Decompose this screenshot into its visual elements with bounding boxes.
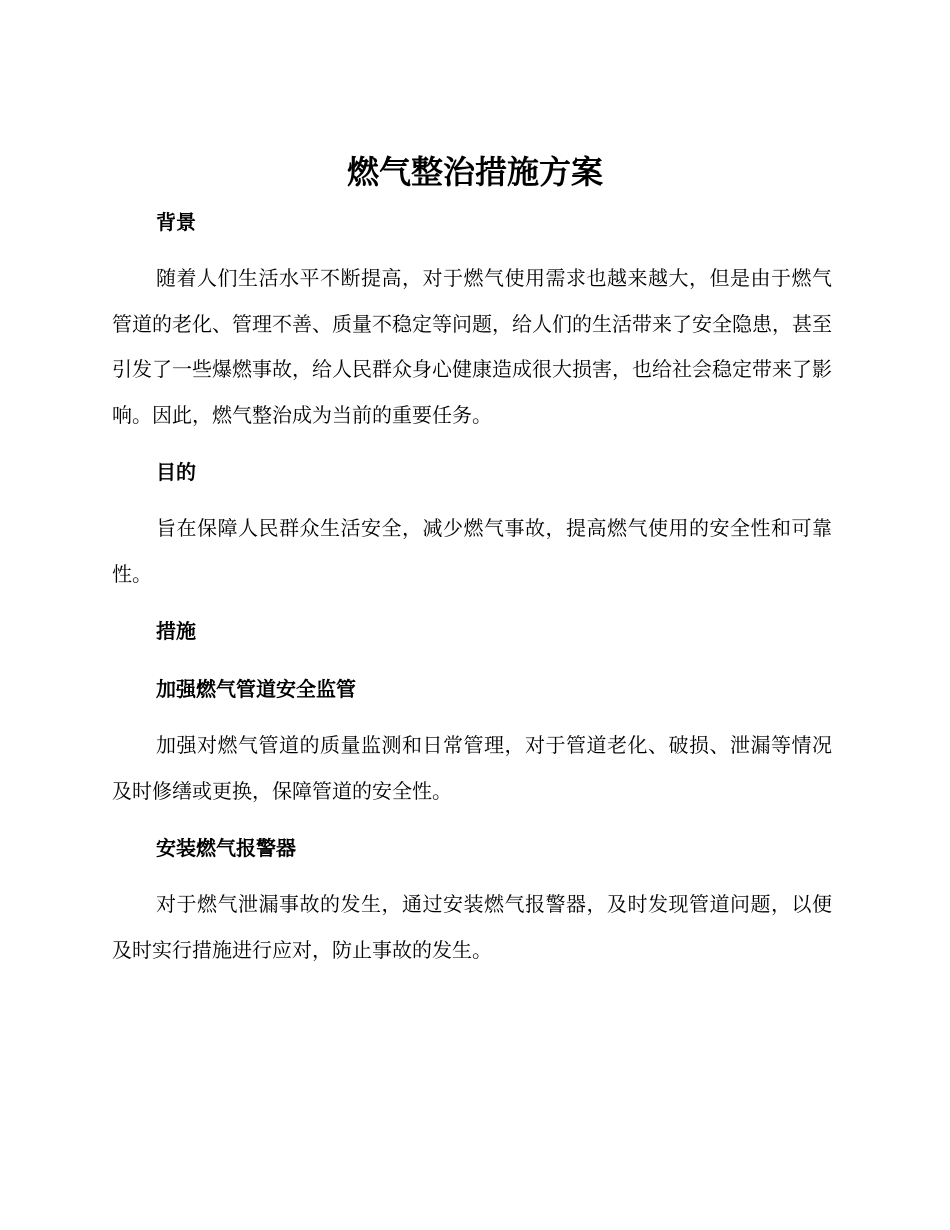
section-heading-gas-alarm: 安装燃气报警器 (156, 836, 296, 860)
section-heading-pipeline-supervision: 加强燃气管道安全监管 (156, 677, 356, 701)
section-heading-background: 背景 (156, 210, 196, 234)
section-paragraph-pipeline-supervision: 加强对燃气管道的质量监测和日常管理，对于管道老化、破损、泄漏等情况及时修缮或更换，保障管道的安全性。 (112, 733, 832, 803)
section-paragraph-background: 随着人们生活水平不断提高，对于燃气使用需求也越来越大，但是由于燃气管道的老化、管理不善、质量不稳定等问题，给人们的生活带来了安全隐患，甚至引发了一些爆燃事故，给人民群众身心健康造成很大损害，也给社会稳定带来了影响。因此，燃气整治成为当前的重要任务。 (112, 266, 832, 427)
section-paragraph-purpose: 旨在保障人民群众生活安全，减少燃气事故，提高燃气使用的安全性和可靠性。 (112, 516, 832, 586)
section-paragraph-gas-alarm: 对于燃气泄漏事故的发生，通过安装燃气报警器，及时发现管道问题，以便及时实行措施进行应对，防止事故的发生。 (112, 892, 832, 962)
document-title: 燃气整治措施方案 (346, 153, 603, 191)
section-heading-purpose: 目的 (156, 460, 196, 484)
section-heading-measures: 措施 (156, 619, 196, 643)
